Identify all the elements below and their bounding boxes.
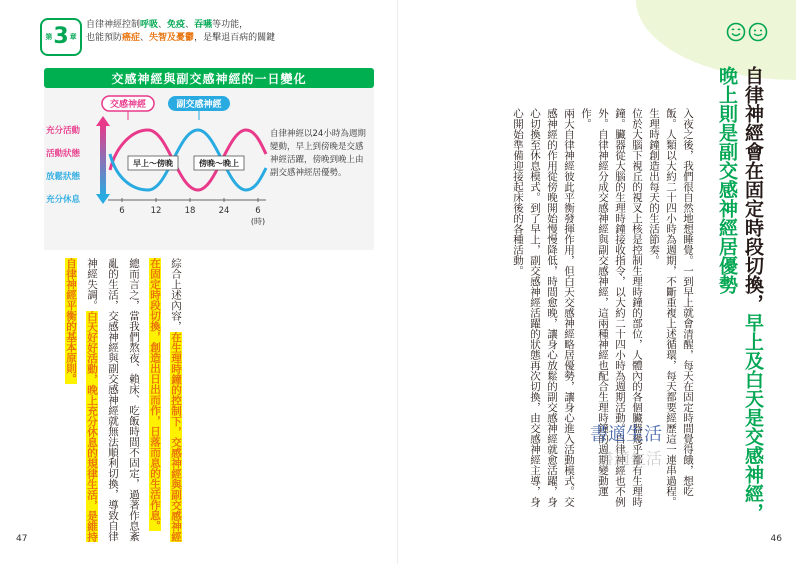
y-label-relaxed: 放鬆狀態: [46, 172, 81, 182]
body-paragraph: 兩大自律神經彼此平衡發揮作用，但白天交感神經略居優勢，讓身心進入活動模式。交感神經的作用從傍晚開始慢慢降低，時間愈晚，讓身心放鬆的副交感神經就愈活躍，身心切換至休息模式。到了早上，副交感神經活躍的狀態再次切換，由交感神經主導，身心開始準備迎接起床後的各種活動。: [512, 108, 575, 507]
header-highlight: 癌症: [122, 33, 141, 43]
running-header: [86, 19, 275, 45]
evening-period-label: 傍晚～晚上: [199, 159, 239, 168]
right-page: [398, 0, 796, 564]
header-text: 、: [185, 20, 195, 30]
chapter-number: 3: [53, 24, 69, 49]
chapter-prefix: 第: [45, 33, 53, 41]
body-text: 綜合上述內容，: [170, 258, 182, 332]
watermark-stamp: 書適生活: [590, 424, 662, 445]
x-tick-label: 6: [255, 206, 261, 216]
header-text: 也能預防: [86, 33, 123, 43]
y-label-full-rest: 充分休息: [46, 195, 81, 205]
legend-parasympathetic-label: 副交感神經: [176, 100, 222, 110]
header-text: ，是擊退百病的關鍵: [194, 33, 276, 43]
body-text: 總而言之，當我們熬夜、賴床、吃飯時間不固定，過著作息紊亂的生活，交感神經與副交感神經就無法順利切換，導致自律神經失調。: [86, 258, 140, 542]
legend-sympathetic-label: 交感神經: [109, 100, 147, 110]
header-line-2: [86, 32, 275, 45]
header-text: 、: [140, 33, 150, 43]
y-label-full-activity: 充分活動: [46, 126, 81, 136]
smiley-icons: [726, 22, 768, 42]
chapter-badge: [40, 18, 82, 56]
header-text: 、: [158, 20, 168, 30]
page-number-left: 47: [16, 534, 28, 544]
body-paragraph: 位於大腦下視丘的視叉上核是控制生理時鐘的部位，人體內的各個臟器幾乎都有生理時鐘。臟器從大腦的生理時鐘接收指令，以大約二十四小時為週期活動。: [614, 108, 643, 507]
chapter-suffix: 章: [69, 33, 77, 41]
watermark-faded: 書適生活: [598, 449, 663, 468]
left-body-text: [60, 258, 186, 548]
y-axis-arrow-down: [96, 194, 110, 204]
title-text-green: 早上及白天是交感神經，: [742, 313, 764, 522]
x-tick-label: 6: [119, 206, 125, 216]
title-line-1: [740, 66, 766, 536]
page-number-right: 46: [770, 534, 782, 544]
x-tick-label: 12: [150, 206, 162, 216]
highlighted-text: 白天好好活動，晚上充分休息的規律生活，是維持自律神經平衡的基本原則。: [65, 258, 98, 542]
x-unit-label: (時): [250, 217, 266, 226]
chart-note: 自律神經以24小時為週期變動，早上到傍晚是交感神經活躍，傍晚到晚上由副交感神經居優勢。: [270, 129, 366, 178]
title-text: 自律神經會在固定時段切換，: [742, 66, 764, 313]
chart-title: 交感神經與副交感神經的一日變化: [44, 68, 374, 88]
x-tick-label: 18: [184, 206, 196, 216]
y-label-active: 活動狀態: [46, 149, 81, 159]
body-paragraph: 入夜之後，我們很自然地想睡覺。一到早上就會清醒，每天在固定時間覺得餓，想吃飯。人類以大約二十四小時為週期，不斷重複上述循環，每天都要經歷這一連串過程。生理時鐘創造出每天的生活節奏。: [648, 108, 694, 507]
morning-period-label: 早上～傍晚: [133, 159, 173, 168]
article-title: [714, 66, 766, 536]
header-highlight: 吞嚥: [194, 20, 213, 30]
header-line-1: [86, 19, 275, 32]
smiley-icon: [726, 22, 746, 42]
highlighted-text: 在生理時鐘的控制下，交感神經與副交感神經在固定時段切換，創造出日出而作，日落而息的生活作息。: [149, 258, 182, 542]
header-highlight: 失智及憂鬱: [149, 33, 195, 43]
header-highlight: 免疫: [167, 20, 186, 30]
header-text: 自律神經控制: [86, 20, 141, 30]
autonomic-chart: [44, 88, 274, 250]
title-line-2: 晚上則是副交感神經居優勢: [716, 66, 738, 294]
smiley-icon: [748, 22, 768, 42]
y-axis-bar: [100, 124, 106, 196]
header-text: 等功能，: [212, 20, 249, 30]
body-paragraph: 自律神經也不例外。自律神經分成交感神經與副交感神經，這兩種神經也配合生理時鐘的週期變動運作。: [580, 108, 626, 507]
header-highlight: 呼吸: [140, 20, 159, 30]
x-tick-label: 24: [218, 206, 230, 216]
y-axis-arrow-up: [96, 116, 110, 126]
